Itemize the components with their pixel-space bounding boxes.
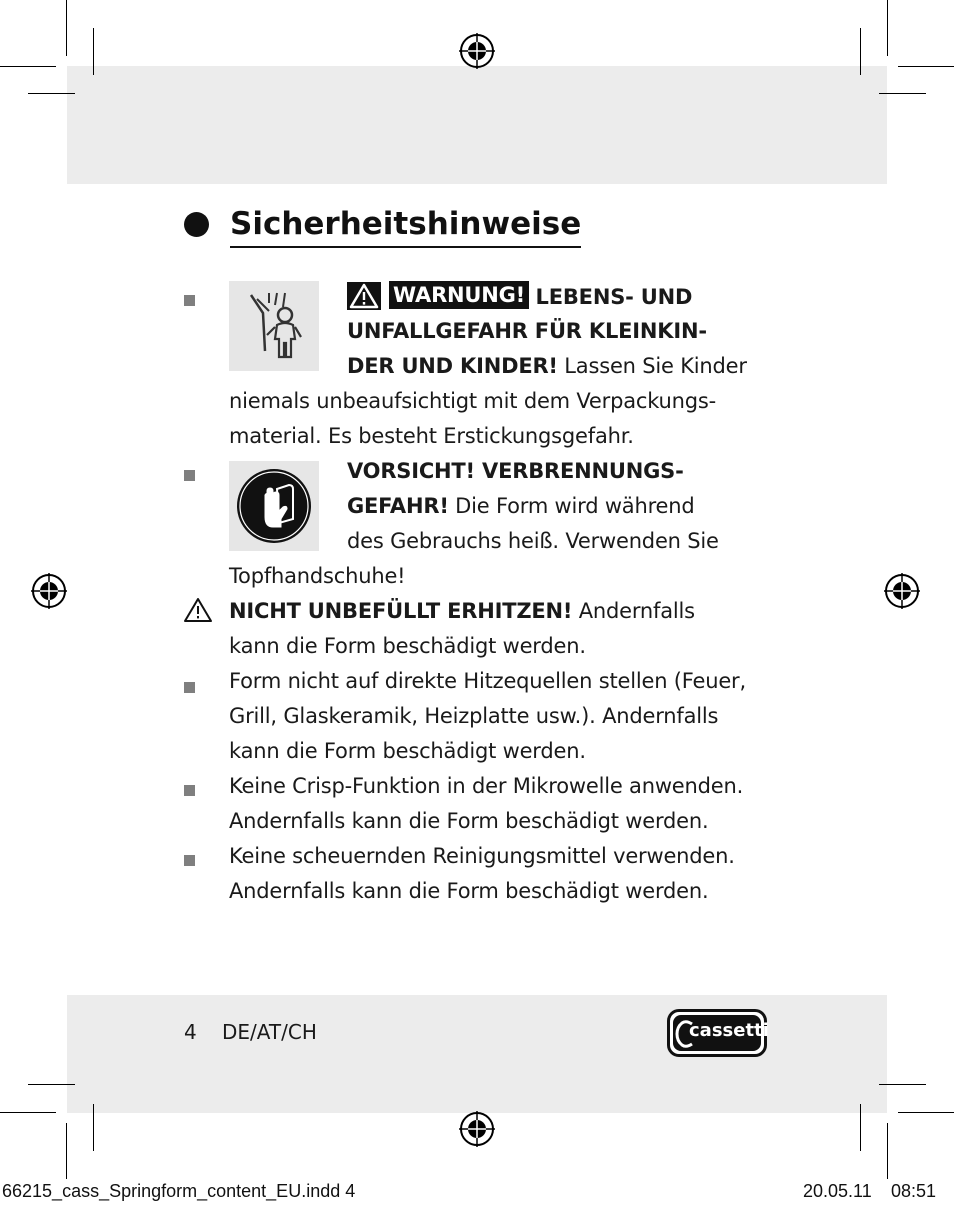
child-safety-pictogram [229, 281, 319, 371]
slug-time: 08:51 [891, 1181, 937, 1201]
crop-mark [66, 0, 67, 56]
registration-mark-icon [882, 571, 922, 611]
empty-heat-line-1 [229, 594, 695, 629]
list-item-line: Andernfalls kann die Form beschädigt werden. [229, 809, 709, 833]
oven-gloves-icon [229, 461, 319, 551]
empty-heat-line-2: kann die Form beschädigt werden. [229, 634, 586, 658]
logo-text: cassetti [689, 1020, 769, 1041]
list-bullet [184, 855, 195, 866]
crop-mark [93, 28, 94, 75]
region-label: DE/AT/CH [222, 1020, 317, 1044]
list-item-line: Keine Crisp-Funktion in der Mikrowelle anwenden. [229, 774, 744, 798]
empty-heat-rest: Andernfalls [572, 599, 695, 623]
crop-mark [0, 66, 56, 67]
registration-mark-icon [457, 1109, 497, 1149]
list-bullet [184, 470, 195, 481]
crop-mark [887, 0, 888, 56]
crop-mark [879, 93, 926, 94]
list-item-line: Grill, Glaskeramik, Heizplatte usw.). Andernfalls [229, 704, 719, 728]
caution-line-2 [347, 489, 695, 524]
caution-line-2-rest: Die Form wird während [448, 494, 695, 518]
list-bullet [184, 785, 195, 796]
crop-mark [28, 1084, 75, 1085]
warning-triangle-icon [347, 282, 381, 310]
crop-mark [887, 1123, 888, 1179]
warning-line-3-rest: Lassen Sie Kinder [557, 354, 747, 378]
warning-triangle-outline-icon [183, 597, 213, 623]
crop-mark [898, 1112, 954, 1113]
cassetti-logo [667, 1009, 767, 1057]
crop-mark [898, 66, 954, 67]
empty-heat-bold: NICHT UNBEFÜLLT ERHITZEN! [229, 599, 573, 623]
gloves-pictogram [229, 461, 319, 551]
caution-line-1: VORSICHT! VERBRENNUNGS- [347, 459, 684, 483]
registration-mark-icon [457, 31, 497, 71]
warning-heading-text: LEBENS- UND [535, 285, 693, 309]
list-item-line: Andernfalls kann die Form beschädigt werden. [229, 879, 709, 903]
crop-mark [66, 1123, 67, 1179]
header-band [67, 66, 887, 184]
caution-line-3: des Gebrauchs heiß. Verwenden Sie [347, 529, 719, 553]
warning-badge: WARNUNG! [389, 281, 529, 309]
crop-mark [860, 28, 861, 75]
crop-mark [860, 1104, 861, 1151]
slug-date: 20.05.11 [803, 1181, 872, 1201]
list-bullet [184, 682, 195, 693]
crop-mark [93, 1104, 94, 1151]
crop-mark [879, 1084, 926, 1085]
warning-line-4: niemals unbeaufsichtigt mit dem Verpackungs- [229, 389, 717, 413]
warning-line-3-bold: DER UND KINDER! [347, 354, 558, 378]
slug-filename: 66215_cass_Springform_content_EU.indd 4 [2, 1181, 356, 1201]
crop-mark [0, 1112, 56, 1113]
page-title: Sicherheitshinweise [230, 205, 581, 248]
registration-mark-icon [29, 571, 69, 611]
warning-line-3 [347, 349, 747, 384]
page-number: 4 [184, 1020, 197, 1044]
list-bullet [184, 295, 195, 306]
list-item-line: Form nicht auf direkte Hitzequellen stellen (Feuer, [229, 669, 746, 693]
list-item-line: kann die Form beschädigt werden. [229, 739, 586, 763]
heading-bullet-icon [184, 212, 209, 237]
logo-background [673, 1015, 769, 1051]
crop-mark [28, 93, 75, 94]
caution-line-2-bold: GEFAHR! [347, 494, 449, 518]
warning-line-1 [347, 280, 692, 315]
warning-line-2: UNFALLGEFAHR FÜR KLEINKIN- [347, 319, 707, 343]
caution-line-4: Topfhandschuhe! [229, 564, 406, 588]
child-with-bag-icon [229, 281, 319, 371]
list-item-line: Keine scheuernden Reinigungsmittel verwenden. [229, 844, 735, 868]
warning-line-5: material. Es besteht Erstickungsgefahr. [229, 424, 634, 448]
